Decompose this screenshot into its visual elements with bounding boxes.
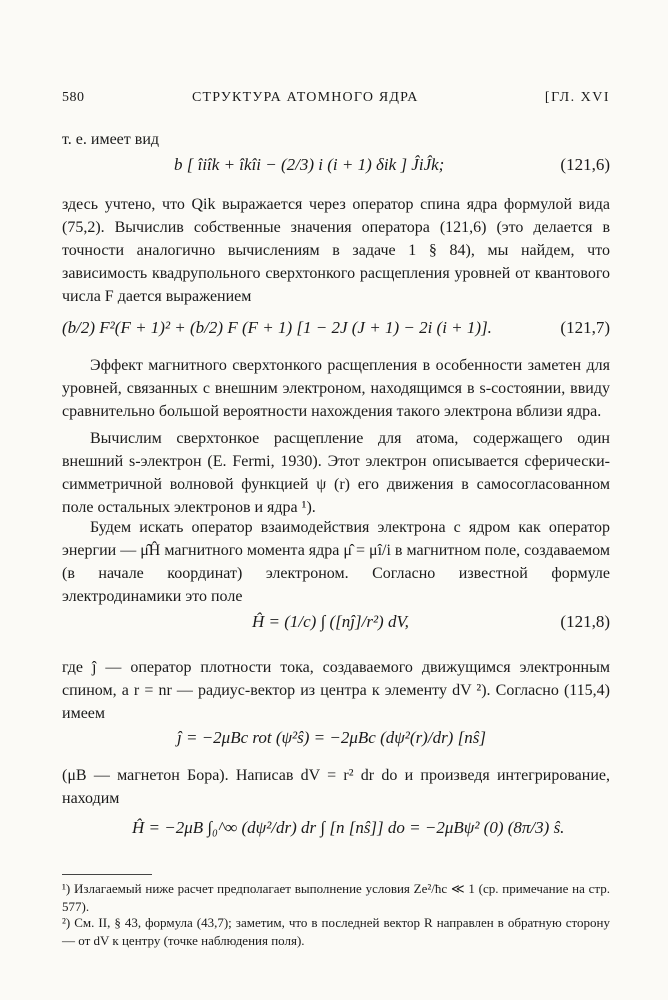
equation-121-8 bbox=[62, 612, 610, 652]
running-header bbox=[62, 90, 610, 110]
equation-formula: (b/2) F²(F + 1)² + (b/2) F (F + 1) [1 − 2J (J + 1) − 2i (i + 1)]. bbox=[62, 318, 492, 337]
footnote-rule bbox=[62, 874, 152, 875]
paragraph-7: (μB — магнетон Бора). Написав dV = r² dr do и произведя интегрирование, находим bbox=[62, 767, 610, 807]
equation-121-6 bbox=[62, 155, 610, 195]
equation-formula: ĵ = −2μBc rot (ψ²ŝ) = −2μBc (dψ²(r)/dr) [nŝ] bbox=[177, 728, 486, 747]
equation-number: (121,7) bbox=[560, 318, 610, 337]
equation-number: (121,6) bbox=[560, 155, 610, 174]
equation-formula: Ĥ = −2μB ∫₀^∞ (dψ²/dr) dr ∫ [n [nŝ]] do = −2μBψ² (0) (8π/3) ŝ. bbox=[132, 818, 565, 837]
equation-121-7 bbox=[62, 318, 610, 358]
footnote-1: ¹) Излагаемый ниже расчет предполагает выполнение условия Ze²/ħc ≪ 1 (ср. примечание на стр. 577). bbox=[62, 881, 610, 914]
paragraph-1: т. е. имеет вид bbox=[62, 131, 160, 148]
paragraph-5: Будем искать оператор взаимодействия электрона с ядром как оператор энергии — μ̂Ĥ магнитного момента ядра μ̂ = μî/i в магнитном поле, создаваемом (в начале координат) электроном. Согласно известной формуле электродинамики это поле bbox=[62, 519, 610, 605]
equation-formula: Ĥ = (1/c) ∫ ([nĵ]/r²) dV, bbox=[252, 612, 409, 631]
paragraph-4: Вычислим сверхтонкое расщепление для атома, содержащего один внешний s-электрон (E. Fermi, 1930). Этот электрон описывается сферически-симметричной волновой функцией ψ (r) его движения в самосогласованном поле остальных электронов и ядра ¹). bbox=[62, 430, 610, 516]
paragraph-3: Эффект магнитного сверхтонкого расщепления в особенности заметен для уровней, связанных с внешним электроном, находящимся в s-состоянии, ввиду сравнительно большой вероятности нахождения такого электрона вблизи ядра. bbox=[62, 357, 610, 420]
running-title: СТРУКТУРА АТОМНОГО ЯДРА bbox=[192, 90, 419, 105]
paragraph-6: где ĵ — оператор плотности тока, создаваемого движущимся электронным спином, а r = nr — радиус-вектор из центра к элементу dV ²). Согласно (115,4) имеем bbox=[62, 659, 610, 722]
equation-formula: b [ îiîk + îkîi − (2/3) i (i + 1) δik ] ĴiĴk; bbox=[174, 155, 445, 174]
page-number: 580 bbox=[62, 90, 85, 105]
equation-current bbox=[62, 728, 610, 768]
equation-field bbox=[62, 818, 610, 858]
equation-number: (121,8) bbox=[560, 612, 610, 631]
paragraph-2: здесь учтено, что Qik выражается через оператор спина ядра формулой вида (75,2). Вычислив собственные значения оператора (121,6) (это делается в точности аналогично вычислениям в задаче 1 § 84), мы найдем, что зависимость квадрупольного сверхтонкого расщепления уровней от квантового числа F дается выражением bbox=[62, 196, 610, 305]
chapter-label: [ГЛ. XVI bbox=[544, 90, 610, 105]
footnote-2: ²) См. II, § 43, формула (43,7); заметим, что в последней вектор R направлен в обратную сторону — от dV к центру (точке наблюдения поля). bbox=[62, 915, 610, 948]
